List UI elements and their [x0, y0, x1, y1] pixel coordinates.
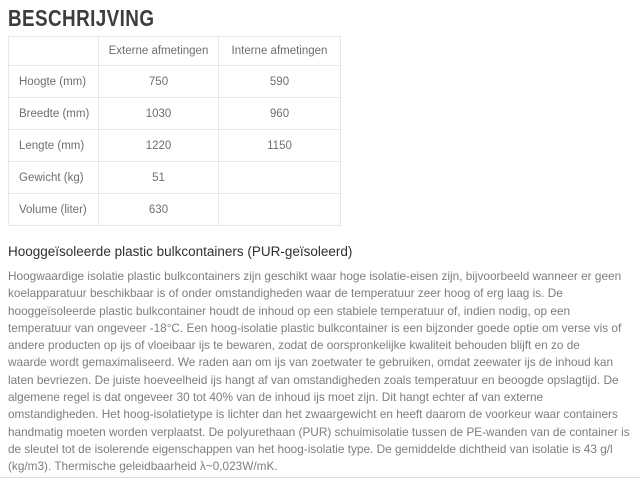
paragraph-line: laten bevriezen. De juiste hoeveelheid ijs hangt af van omstandigheden zoals temperatuur en beoogde opslagtijd. De — [8, 372, 619, 387]
dimensions-table — [8, 36, 341, 226]
description-paragraph — [8, 268, 632, 476]
internal-value — [219, 194, 341, 226]
external-value: 51 — [99, 162, 219, 194]
external-value: 1220 — [99, 130, 219, 162]
paragraph-line: handmatig moeten worden verplaatst. De polyurethaan (PUR) schuimisolatie tussen de PE-wanden van de container is — [8, 424, 630, 439]
paragraph-line: omstandigheden. Het hoog-isolatietype is lichter dan het zwaargewicht en heeft daarom de voorkeur waar containers — [8, 407, 618, 422]
page-title: BESCHRIJVING — [8, 5, 155, 31]
column-header-internal: Interne afmetingen — [219, 37, 341, 66]
row-label: Volume (liter) — [9, 194, 99, 226]
internal-value: 590 — [219, 66, 341, 98]
paragraph-line: hooggeïsoleerde plastic bulkcontainer houdt de inhoud op een stabiele temperatuur of, indien nodig, op een — [8, 303, 571, 318]
paragraph-line: koelapparatuur beschikbaar is of onder omstandigheden waar de temperatuur zeer hoog of erg laag is. De — [8, 286, 563, 301]
paragraph-line: (kg/m3). Thermische geleidbaarheid λ~0,023W/mK. — [8, 459, 278, 474]
row-label: Gewicht (kg) — [9, 162, 99, 194]
paragraph-line: de sleutel tot de isolerende eigenschappen van het hoog-isolatie type. De gemiddelde dichtheid van isolatie is 43 g/l — [8, 441, 613, 456]
internal-value: 960 — [219, 98, 341, 130]
column-header-empty — [9, 37, 99, 66]
paragraph-line: Hoogwaardige isolatie plastic bulkcontainers zijn geschikt waar hoge isolatie-eisen zijn, bijvoorbeeld wanneer er geen — [8, 269, 622, 283]
row-label: Hoogte (mm) — [9, 66, 99, 98]
external-value: 1030 — [99, 98, 219, 130]
paragraph-line: waarde wordt gemaximaliseerd. We raden aan om ijs van zoetwater te gebruiken, omdat zeewater ijs de inhoud kan — [8, 355, 614, 370]
external-value: 630 — [99, 194, 219, 226]
row-label: Breedte (mm) — [9, 98, 99, 130]
paragraph-line: temperatuur van ongeveer -18°C. Een hoog-isolatie plastic bulkcontainer is een bijzonder goede optie om verse vis of — [8, 320, 622, 335]
paragraph-line: andere producten op ijs of vloeibaar ijs te bewaren, zodat de oorspronkelijke kwaliteit behouden blijft en zo de — [8, 338, 580, 353]
paragraph-line: algemene regel is dat ongeveer 30 tot 40% van de inhoud ijs moet zijn. Dit hangt echter af van externe — [8, 390, 544, 405]
internal-value — [219, 162, 341, 194]
table-row — [9, 162, 341, 194]
row-label: Lengte (mm) — [9, 130, 99, 162]
external-value: 750 — [99, 66, 219, 98]
table-row — [9, 66, 341, 98]
section-subtitle: Hooggeïsoleerde plastic bulkcontainers (PUR-geïsoleerd) — [8, 244, 353, 259]
table-row — [9, 98, 341, 130]
internal-value: 1150 — [219, 130, 341, 162]
bottom-divider — [0, 477, 640, 478]
table-row — [9, 130, 341, 162]
table-row — [9, 194, 341, 226]
column-header-external: Externe afmetingen — [99, 37, 219, 66]
table-header-row — [9, 37, 341, 66]
